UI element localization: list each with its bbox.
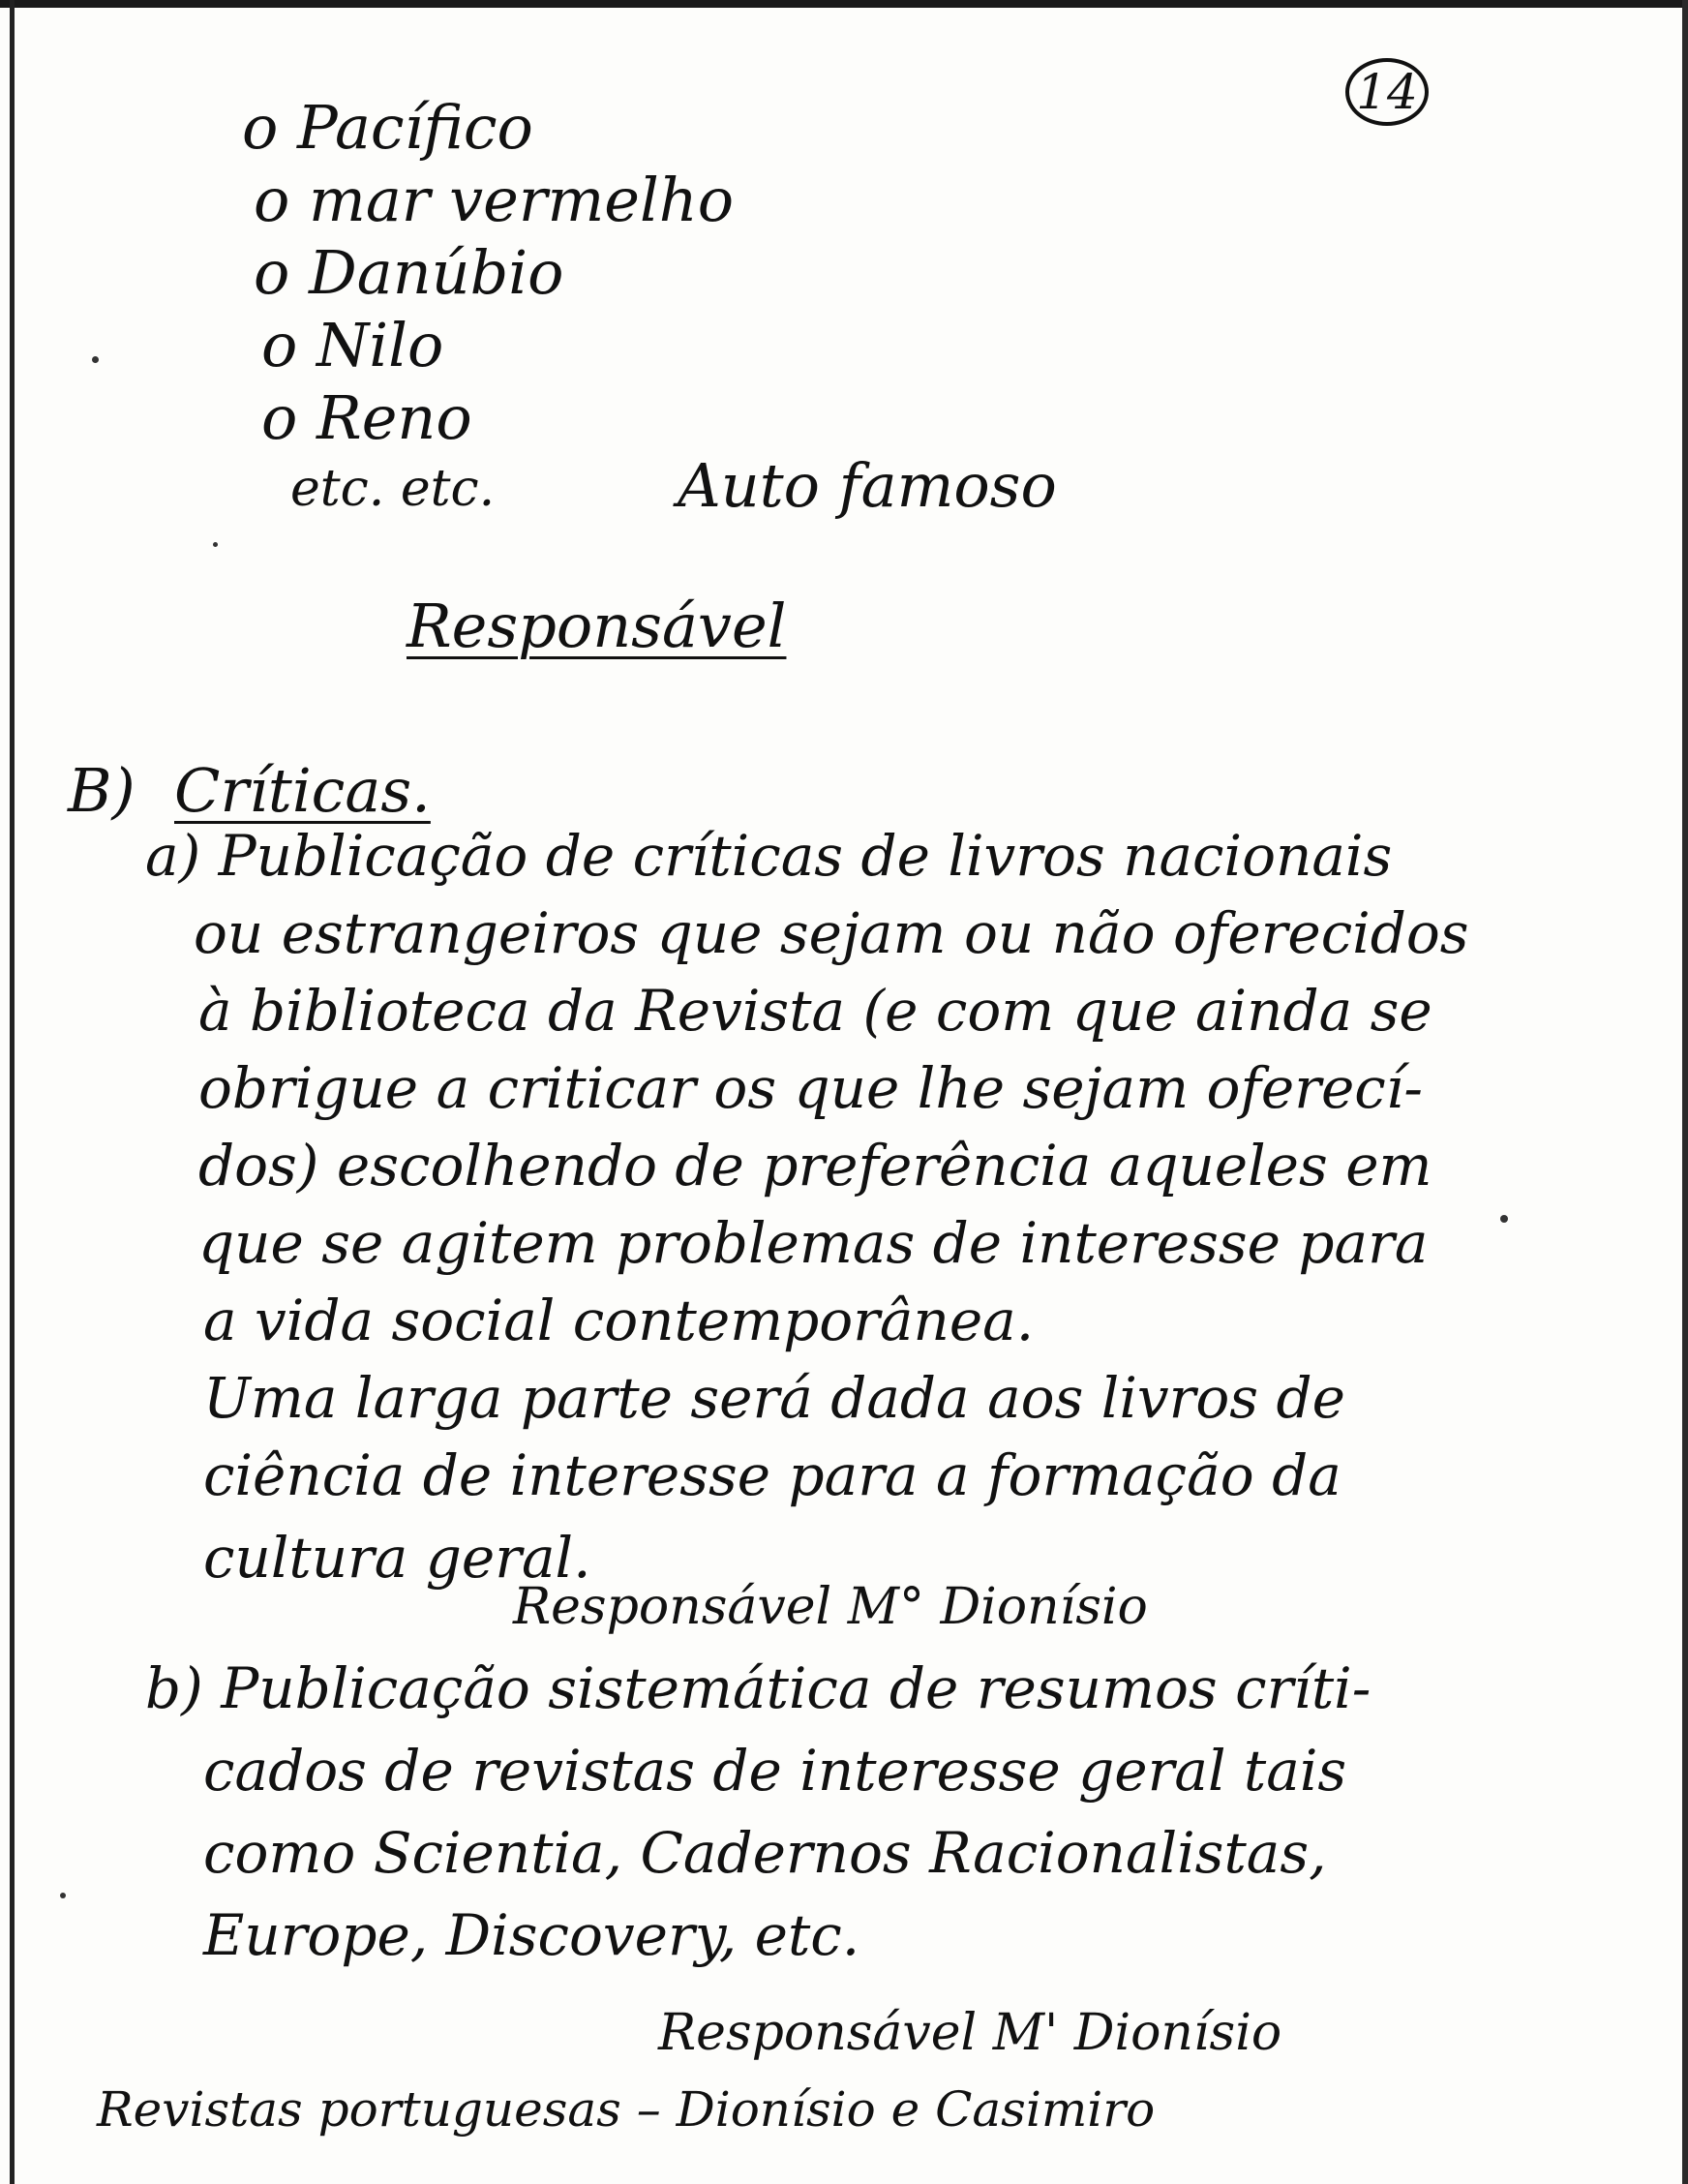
- scan-speck: [92, 356, 99, 363]
- list-item: etc. etc.: [290, 460, 496, 518]
- text-line: dos) escolhendo de preferência aqueles em: [198, 1133, 1432, 1198]
- section-title: Críticas.: [174, 755, 431, 826]
- text-line: Uma larga parte será dada aos livros de: [203, 1365, 1345, 1431]
- list-responsible-label: Responsável: [407, 591, 787, 661]
- text-line: à biblioteca da Revista (e com que ainda se: [198, 978, 1432, 1044]
- footer-line: Revistas portuguesas – Dionísio e Casimiro: [97, 2081, 1156, 2138]
- text-line: que se agitem problemas de interesse para: [198, 1210, 1429, 1276]
- list-item: o mar vermelho: [254, 165, 735, 235]
- text-line: como Scientia, Cadernos Racionalistas,: [203, 1820, 1327, 1886]
- text-line: cultura geral.: [203, 1525, 591, 1591]
- list-item: o Pacífico: [242, 92, 533, 163]
- scan-speck: [213, 542, 218, 547]
- text-line: a vida social contemporânea.: [203, 1288, 1035, 1353]
- list-item: o Nilo: [261, 310, 444, 380]
- text-line: Europe, Discovery, etc.: [203, 1902, 860, 1968]
- list-item: o Danúbio: [254, 237, 564, 308]
- scan-speck: [60, 1893, 66, 1898]
- list-responsible-name: Auto famoso: [678, 450, 1057, 521]
- item-b-responsible: Responsável M' Dionísio: [658, 2004, 1282, 2062]
- scan-edge-right: [1682, 0, 1688, 2184]
- text-line: ciência de interesse para a formação da: [203, 1442, 1341, 1508]
- section-letter: B): [68, 755, 136, 826]
- item-a-responsible: Responsável M° Dionísio: [513, 1578, 1148, 1636]
- scan-edge-left: [10, 0, 15, 2184]
- page-number-text: 14: [1356, 64, 1418, 120]
- text-line: a) Publicação de críticas de livros nacionais: [145, 823, 1393, 889]
- text-line: obrigue a criticar os que lhe sejam oferecí-: [198, 1055, 1423, 1121]
- scan-speck: [1500, 1215, 1508, 1223]
- text-line: ou estrangeiros que sejam ou não oferecidos: [194, 900, 1469, 966]
- text-line: cados de revistas de interesse geral tais: [203, 1738, 1347, 1804]
- list-item: o Reno: [261, 382, 472, 453]
- text-line: b) Publicação sistemática de resumos críti-: [145, 1655, 1372, 1721]
- scan-edge-top: [0, 0, 1688, 8]
- page-number: [1345, 58, 1429, 126]
